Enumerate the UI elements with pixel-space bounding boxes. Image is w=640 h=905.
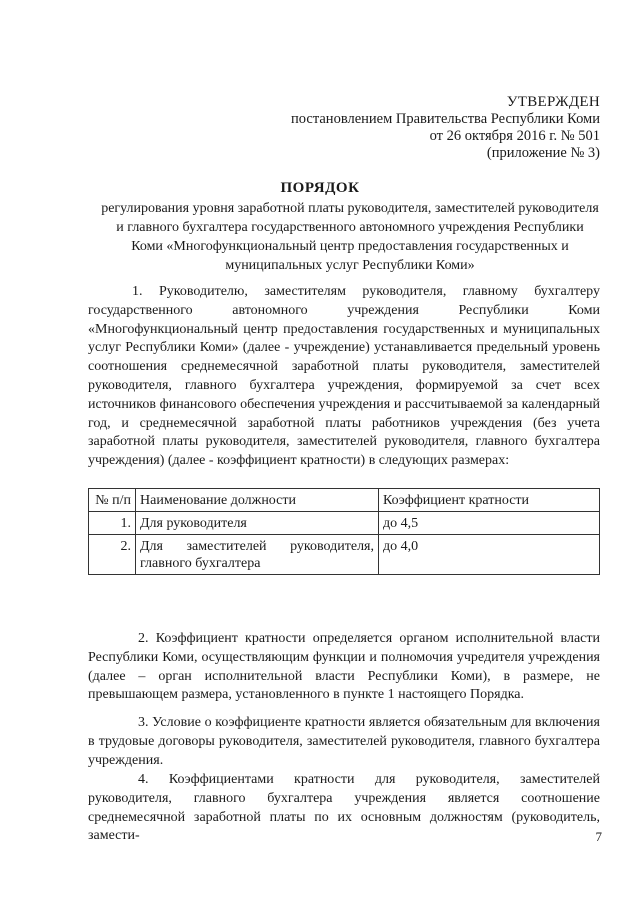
coefficients-table — [88, 488, 600, 575]
table-row — [89, 512, 600, 535]
approval-block — [291, 94, 600, 162]
page-number: 7 — [595, 829, 602, 844]
approval-date: от 26 октября 2016 г. № 501 — [429, 128, 600, 144]
header-num: № п/п — [89, 489, 136, 512]
document-title: ПОРЯДОК — [280, 180, 360, 196]
row-coef: до 4,5 — [379, 512, 600, 535]
paragraph-3 — [88, 714, 600, 770]
paragraph-1 — [88, 283, 600, 471]
header-position: Наименование должности — [136, 489, 379, 512]
paragraph-4 — [88, 771, 600, 846]
row-num: 1. — [89, 512, 136, 535]
document-subtitle: регулирования уровня заработной платы руководителя, заместителей руководителя и главного бухгалтера государственного автономного учреждения Республики Коми «Многофункциональный центр предоставления государственных и муниципальных услуг Республики Коми» — [101, 201, 599, 273]
table-row — [89, 535, 600, 575]
paragraph-1-text: 1. Руководителю, заместителям руководителя, главному бухгалтеру государственного автономного учреждения Республики Коми «Многофункциональный центр предоставления государственных и муниципальных услуг Республики Коми» (далее - учреждение) устанавливается предельный уровень соотношения среднемесячной заработной платы руководителя, заместителей руководителя, главного бухгалтера учреждения, формируемой за счет всех источников финансового обеспечения учреждения и рассчитываемой за календарный год, и среднемесячной заработной платы работников учреждения (без учета заработной платы руководителя, заместителей руководителя, главного бухгалтера учреждения) (далее - коэффициент кратности) в следующих размерах: — [88, 284, 600, 469]
approval-heading: УТВЕРЖДЕН — [506, 94, 600, 110]
approval-decree: постановлением Правительства Республики Коми — [291, 111, 600, 127]
header-coef: Коэффициент кратности — [379, 489, 600, 512]
paragraph-2 — [88, 630, 600, 705]
row-position: Для заместителей руководителя, главного бухгалтера — [136, 535, 379, 575]
row-position: Для руководителя — [136, 512, 379, 535]
row-num: 2. — [89, 535, 136, 575]
table-header-row — [89, 489, 600, 512]
paragraph-2-text: 2. Коэффициент кратности определяется органом исполнительной власти Республики Коми, осуществляющим функции и полномочия учредителя учреждения (далее – орган исполнительной власти Республики Коми), в размере, не превышающем размера, установленного в пункте 1 настоящего Порядка. — [88, 631, 600, 703]
paragraph-3-text: 3. Условие о коэффициенте кратности является обязательным для включения в трудовые договоры руководителя, заместителей руководителя, главного бухгалтера учреждения. — [88, 715, 600, 768]
row-coef: до 4,0 — [379, 535, 600, 575]
paragraph-4-text: 4. Коэффициентами кратности для руководителя, заместителей руководителя, главного бухгалтера учреждения является соотношение среднемесячной заработной платы по их основным должностям (руководитель, замести- — [88, 772, 600, 844]
approval-appendix: (приложение № 3) — [486, 145, 600, 161]
